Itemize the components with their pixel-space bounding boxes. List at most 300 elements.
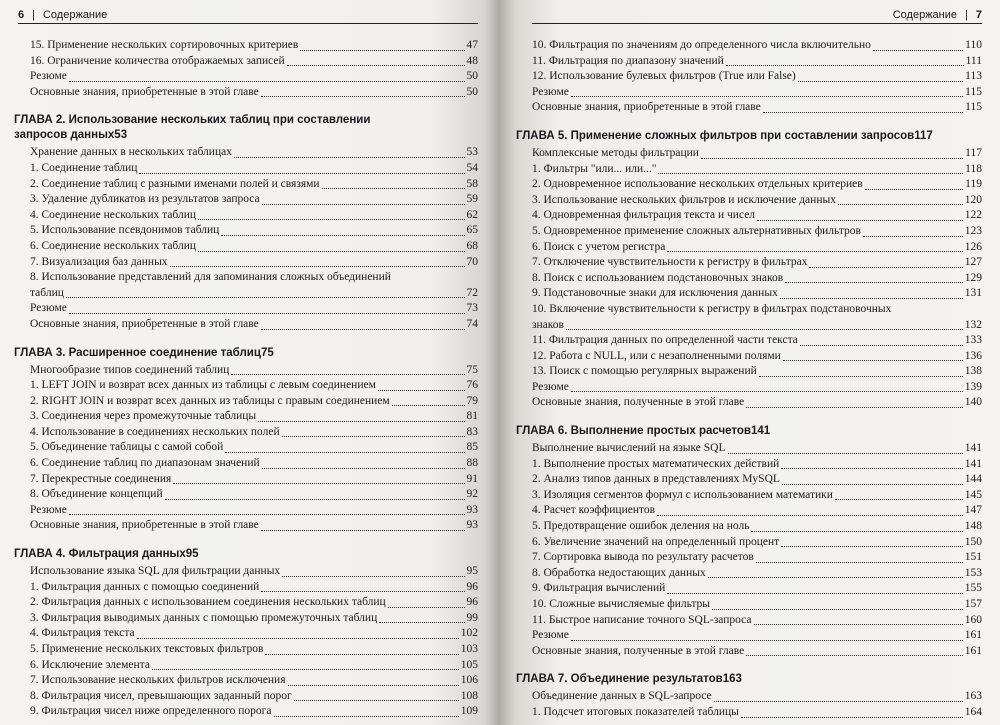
entry-page-number: 95: [466, 565, 478, 578]
chapter-section: [14, 547, 478, 720]
entry-page-number: 118: [965, 162, 982, 175]
entry-page-number: 96: [466, 596, 478, 609]
entry-page-number: 111: [965, 54, 982, 67]
dot-leader: [225, 452, 464, 453]
dot-leader: [865, 189, 963, 190]
dot-leader: [759, 376, 963, 377]
toc-entry: [532, 519, 982, 535]
entry-title: 6. Увеличение значений на определенный процент: [532, 535, 780, 548]
dot-leader: [782, 484, 963, 485]
entry-page-number: 110: [965, 39, 982, 51]
entry-title: 2. Фильтрация данных с использованием соединения нескольких таблиц: [30, 596, 386, 609]
dot-leader: [746, 407, 963, 408]
entry-title: Хранение данных в нескольких таблицах: [30, 146, 232, 159]
dot-leader: [198, 251, 464, 252]
dot-leader: [566, 329, 963, 330]
entry-title: Основные знания, полученные в этой главе: [532, 644, 745, 657]
toc-entry: [30, 69, 478, 85]
toc-entry: [30, 192, 478, 208]
entry-title: 12. Использование булевых фильтров (True или False): [532, 70, 796, 83]
entry-page-number: 144: [964, 473, 982, 486]
toc-entry: [532, 100, 982, 116]
entry-title: таблиц: [30, 286, 64, 299]
dot-leader: [261, 591, 464, 592]
entry-title: Основные знания, полученные в этой главе: [532, 396, 745, 409]
entry-title: 1. Фильтрация данных с помощью соединений: [30, 580, 260, 593]
chapter-title: ГЛАВА 4. Фильтрация данных: [14, 548, 186, 561]
entry-page-number: 131: [964, 287, 982, 300]
dot-leader: [69, 81, 465, 82]
chapter-section: [14, 113, 478, 332]
entry-title: 8. Объединение концепций: [30, 488, 163, 501]
entry-page-number: 105: [460, 658, 478, 671]
dot-leader: [262, 204, 465, 205]
dot-leader: [726, 65, 964, 66]
entry-page-number: 161: [964, 644, 982, 657]
entry-page-number: 83: [466, 425, 478, 438]
chapter-heading: [14, 547, 478, 562]
dot-leader: [751, 531, 962, 532]
entry-title: Резюме: [30, 503, 67, 516]
toc-entry: [532, 38, 982, 54]
entry-page-number: 151: [964, 551, 982, 564]
entry-page-number: 48: [466, 54, 478, 67]
entry-page-number: 122: [964, 209, 982, 222]
entry-page-number: 153: [964, 566, 982, 579]
chapter-title: ГЛАВА 7. Объединение результатов: [516, 673, 723, 686]
entry-page-number: 126: [964, 240, 982, 253]
toc-entry: [30, 394, 478, 410]
dot-leader: [800, 345, 963, 346]
chapter-page-number: 117: [914, 129, 933, 142]
dot-leader: [139, 173, 464, 174]
toc-entry: [30, 363, 478, 379]
toc-entry: [532, 503, 982, 519]
chapter-entries: [532, 689, 982, 720]
chapter-entries: [532, 441, 982, 659]
running-title: Содержание: [42, 9, 108, 21]
entry-title: 2. RIGHT JOIN и возврат всех данных из таблицы с правым соединением: [30, 394, 390, 407]
entry-title: 4. Расчет коэффициентов: [532, 504, 656, 517]
entry-title: Основные знания, приобретенные в этой главе: [30, 317, 259, 330]
toc-entry: [30, 673, 478, 689]
entry-title: 1. Подсчет итоговых показателей таблицы: [532, 705, 739, 718]
entry-page-number: 141: [964, 457, 982, 470]
chapter-title: ГЛАВА 5. Применение сложных фильтров при составлении запросов: [516, 129, 915, 142]
chapter-entries: [30, 564, 478, 720]
entry-page-number: 93: [466, 503, 478, 516]
dot-leader: [658, 173, 963, 174]
dot-leader: [392, 405, 465, 406]
entry-title: 4. Использование в соединениях нескольких полей: [30, 425, 280, 438]
dot-leader: [165, 499, 465, 500]
table-of-contents: [14, 38, 478, 720]
toc-entry-line: [30, 270, 478, 286]
dot-leader: [783, 360, 963, 361]
table-of-contents: [516, 38, 982, 721]
chapter-heading: [14, 346, 478, 361]
entry-page-number: 50: [466, 85, 478, 98]
entry-page-number: 150: [964, 535, 982, 548]
dot-leader: [69, 313, 465, 314]
toc-entry: [532, 441, 982, 457]
entry-title: 1. LEFT JOIN и возврат всех данных из таблицы с левым соединением: [30, 379, 376, 392]
entry-title: 3. Фильтрация выводимых данных с помощью промежуточных таблиц: [30, 611, 378, 624]
toc-entry: [30, 472, 478, 488]
entry-title: Основные знания, приобретенные в этой главе: [30, 85, 259, 98]
toc-entry-line: [532, 302, 982, 318]
chapter-page-number: 95: [185, 548, 199, 561]
entry-page-number: 47: [466, 39, 478, 51]
chapter-title: ГЛАВА 6. Выполнение простых расчетов: [516, 425, 751, 438]
entry-title: 10. Сложные вычисляемые фильтры: [532, 598, 711, 610]
entry-title: 5. Объединение таблицы с самой собой: [30, 441, 224, 454]
toc-entry: [532, 457, 982, 473]
dot-leader: [231, 374, 464, 375]
chapter-section: [516, 129, 982, 411]
entry-title: 5. Предотвращение ошибок деления на ноль: [532, 520, 750, 533]
dot-leader: [781, 468, 962, 469]
entry-title: Использование языка SQL для фильтрации данных: [30, 565, 281, 578]
dot-leader: [221, 235, 464, 236]
toc-entry: [30, 689, 478, 705]
toc-entry: [30, 658, 478, 674]
entry-page-number: 106: [460, 674, 478, 687]
chapter-entries: [30, 145, 478, 332]
entry-title: 16. Ограничение количества отображаемых записей: [30, 54, 285, 67]
toc-entry: [30, 177, 478, 193]
toc-entry: [532, 177, 982, 193]
dot-leader: [873, 50, 963, 51]
dot-leader: [137, 638, 459, 639]
entry-page-number: 58: [466, 177, 478, 190]
toc-entry: [30, 611, 478, 627]
entry-page-number: 145: [964, 488, 982, 501]
entry-page-number: 119: [965, 178, 982, 191]
entry-title: 5. Использование псевдонимов таблиц: [30, 224, 220, 237]
entry-title: 11. Быстрое написание точного SQL-запроса: [532, 613, 752, 626]
dot-leader: [657, 515, 963, 516]
chapter-title-line: [14, 128, 478, 143]
right-page: [500, 0, 1000, 725]
chapter-page-number: 163: [722, 673, 742, 686]
entry-page-number: 99: [466, 611, 478, 624]
entry-title: 6. Соединение нескольких таблиц: [30, 239, 197, 252]
dot-leader: [746, 655, 963, 656]
toc-entry: [532, 364, 982, 380]
dot-leader: [69, 514, 465, 515]
chapter-page-number: 53: [114, 129, 128, 142]
entry-title: 7. Использование нескольких фильтров исключения: [30, 674, 286, 687]
dot-leader: [300, 50, 464, 51]
dot-leader: [294, 700, 459, 701]
entry-title: 2. Анализ типов данных в представлениях MySQL: [532, 473, 780, 486]
entry-page-number: 92: [466, 488, 478, 501]
entry-page-number: 147: [964, 504, 982, 517]
dot-leader: [261, 96, 465, 97]
entry-page-number: 88: [466, 457, 478, 470]
dot-leader: [170, 266, 465, 267]
entry-page-number: 140: [964, 396, 982, 409]
dot-leader: [667, 251, 962, 252]
entry-page-number: 103: [460, 643, 478, 655]
dot-leader: [322, 188, 465, 189]
entry-title: 4. Фильтрация текста: [30, 627, 135, 640]
entry-page-number: 120: [964, 193, 982, 206]
dot-leader: [798, 81, 963, 82]
entry-title: 13. Поиск с помощью регулярных выражений: [532, 365, 757, 378]
toc-entry: [532, 581, 982, 597]
dot-leader: [780, 298, 963, 299]
toc-entry: [532, 380, 982, 396]
entry-title: 8. Поиск с использованием подстановочных знаков: [532, 271, 784, 284]
chapter-heading: [14, 113, 478, 143]
dot-leader: [288, 685, 459, 686]
entry-page-number: 117: [965, 146, 982, 159]
entry-title: 10. Фильтрация по значениям до определенного числа включительно: [532, 39, 871, 51]
dot-leader: [756, 562, 963, 563]
entry-page-number: 163: [964, 690, 982, 703]
page-number: 7: [975, 9, 982, 21]
dot-leader: [66, 297, 465, 298]
entry-title: 9. Подстановочные знаки для исключения данных: [532, 287, 778, 300]
entry-title: 3. Удаление дубликатов из результатов запроса: [30, 193, 260, 206]
entry-page-number: 164: [964, 705, 982, 718]
toc-entry: [532, 271, 982, 287]
toc-entry: [30, 409, 478, 425]
entry-page-number: 62: [466, 208, 478, 221]
header-separator: |: [965, 9, 968, 21]
chapter-section: [516, 672, 982, 720]
running-header: [18, 0, 478, 24]
entry-page-number: 161: [964, 629, 982, 642]
toc-entry: [532, 54, 982, 70]
entry-page-number: 96: [466, 580, 478, 593]
dot-leader: [265, 654, 458, 655]
entry-title: 7. Отключение чувствительности к регистру в фильтрах: [532, 256, 808, 269]
toc-entry: [532, 208, 982, 224]
entry-title: 3. Соединения через промежуточные таблицы: [30, 410, 257, 423]
page-number: 6: [18, 9, 25, 21]
entry-page-number: 93: [466, 519, 478, 532]
toc-entry: [30, 642, 478, 658]
entry-page-number: 73: [466, 302, 478, 315]
entry-title: Резюме: [532, 629, 569, 642]
entry-title: Резюме: [30, 70, 67, 83]
dot-leader: [258, 421, 464, 422]
chapter-entries: [532, 146, 982, 411]
chapter-title: запросов данных: [14, 129, 115, 142]
toc-entry: [30, 286, 478, 302]
dot-leader: [282, 436, 465, 437]
chapter-heading: [516, 129, 982, 144]
running-header: [532, 0, 982, 24]
dot-leader: [712, 609, 963, 610]
entry-title: 6. Исключение элемента: [30, 658, 150, 671]
toc-entry: [30, 425, 478, 441]
toc-entry: [30, 626, 478, 642]
chapter-page-number: 75: [260, 346, 274, 359]
entry-page-number: 54: [466, 161, 478, 174]
toc-entry: [532, 597, 982, 613]
chapter-section: [14, 346, 478, 535]
dot-leader: [261, 329, 465, 330]
entry-title: знаков: [532, 318, 564, 331]
toc-entry: [532, 488, 982, 504]
entry-title: 6. Соединение таблиц по диапазонам значений: [30, 457, 260, 470]
entry-page-number: 50: [466, 70, 478, 83]
entry-page-number: 76: [466, 379, 478, 392]
dot-leader: [785, 282, 963, 283]
entry-page-number: 115: [965, 101, 982, 114]
toc-entry: [532, 349, 982, 365]
toc-entry: [30, 440, 478, 456]
entry-title: Основные знания, приобретенные в этой главе: [532, 101, 761, 114]
toc-entry: [30, 704, 478, 720]
entry-page-number: 155: [964, 582, 982, 595]
dot-leader: [198, 219, 464, 220]
entry-title: 5. Одновременное применение сложных альтернативных фильтров: [532, 224, 861, 237]
entry-page-number: 129: [964, 271, 982, 284]
entry-page-number: 74: [466, 317, 478, 330]
entry-title: 2. Одновременное использование нескольких отдельных критериев: [532, 178, 863, 191]
toc-entry: [532, 318, 982, 334]
entry-title: 10. Включение чувствительности к регистру в фильтрах подстановочных: [532, 302, 892, 315]
toc-entry: [532, 550, 982, 566]
entry-title: 8. Обработка недостающих данных: [532, 566, 706, 579]
entry-page-number: 102: [460, 627, 478, 640]
dot-leader: [838, 204, 963, 205]
entry-title: Резюме: [532, 85, 569, 98]
dot-leader: [728, 453, 963, 454]
toc-entry: [30, 54, 478, 70]
chapter-entries: [30, 363, 478, 535]
entry-title: 11. Фильтрация по диапазону значений: [532, 54, 724, 67]
toc-entry: [532, 395, 982, 411]
entry-page-number: 123: [964, 224, 982, 237]
dot-leader: [388, 607, 465, 608]
chapter-heading: [516, 424, 982, 439]
entry-title: 8. Использование представлений для запоминания сложных объединений: [30, 271, 391, 284]
dot-leader: [809, 267, 962, 268]
toc-entry: [30, 208, 478, 224]
header-separator: |: [32, 9, 35, 21]
chapter-title: ГЛАВА 3. Расширенное соединение таблиц: [14, 346, 261, 359]
entry-page-number: 160: [964, 613, 982, 626]
entry-page-number: 148: [964, 520, 982, 533]
entry-title: Резюме: [532, 380, 569, 393]
toc-entry: [30, 223, 478, 239]
entry-title: Многообразие типов соединений таблиц: [30, 363, 230, 376]
entry-title: 7. Визуализация баз данных: [30, 255, 168, 268]
dot-leader: [173, 483, 464, 484]
entry-title: 12. Работа с NULL, или с незаполненными полями: [532, 349, 781, 362]
dot-leader: [714, 701, 963, 702]
entry-title: 15. Применение нескольких сортировочных критериев: [30, 39, 299, 51]
entry-page-number: 157: [964, 598, 982, 610]
toc-entry: [532, 193, 982, 209]
entry-page-number: 133: [964, 334, 982, 347]
toc-entry: [30, 301, 478, 317]
toc-entry: [532, 535, 982, 551]
dot-leader: [754, 624, 963, 625]
entry-page-number: 79: [466, 394, 478, 407]
entry-page-number: 81: [466, 410, 478, 423]
dot-leader: [152, 669, 459, 670]
entry-title: 1. Фильтры "или... или...": [532, 162, 657, 175]
dot-leader: [261, 530, 465, 531]
dot-leader: [571, 640, 963, 641]
dot-leader: [781, 546, 963, 547]
entry-page-number: 138: [964, 365, 982, 378]
toc-entry: [532, 162, 982, 178]
dot-leader: [757, 220, 963, 221]
dot-leader: [701, 158, 963, 159]
toc-entry: [532, 613, 982, 629]
toc-entry: [30, 378, 478, 394]
toc-entry: [30, 518, 478, 534]
toc-entry: [30, 255, 478, 271]
entry-title: Выполнение вычислений на языке SQL: [532, 442, 726, 455]
chapter-page-number: 141: [751, 425, 771, 438]
dot-leader: [708, 577, 963, 578]
entry-page-number: 139: [964, 380, 982, 393]
entry-title: Объединение данных в SQL-запросе: [532, 690, 712, 703]
toc-entry: [532, 240, 982, 256]
toc-entry: [532, 69, 982, 85]
dot-leader: [378, 390, 465, 391]
entry-title: 1. Выполнение простых математических действий: [532, 457, 780, 470]
entry-page-number: 113: [965, 70, 982, 83]
dot-leader: [835, 499, 963, 500]
toc-entry: [30, 503, 478, 519]
dot-leader: [667, 593, 962, 594]
entry-page-number: 127: [964, 256, 982, 269]
dot-leader: [741, 717, 963, 718]
chapter-heading: [516, 672, 982, 687]
toc-entry: [30, 161, 478, 177]
entry-page-number: 132: [964, 318, 982, 331]
dot-leader: [282, 576, 464, 577]
entry-title: Резюме: [30, 302, 67, 315]
entry-page-number: 75: [466, 363, 478, 376]
entry-page-number: 109: [460, 705, 478, 718]
entry-title: 5. Применение нескольких текстовых фильтров: [30, 643, 264, 655]
dot-leader: [234, 157, 465, 158]
toc-entry: [532, 644, 982, 660]
toc-entry: [30, 239, 478, 255]
toc-entry: [532, 628, 982, 644]
entry-title: 3. Изоляция сегментов формул с использованием математики: [532, 488, 833, 501]
toc-entry: [532, 689, 982, 705]
entry-title: 1. Соединение таблиц: [30, 161, 138, 174]
entry-page-number: 136: [964, 349, 982, 362]
chapter-section: [516, 424, 982, 659]
toc-entry: [532, 224, 982, 240]
toc-entry: [532, 286, 982, 302]
dot-leader: [379, 622, 464, 623]
toc-entry: [532, 566, 982, 582]
entry-page-number: 108: [460, 689, 478, 702]
entry-title: 2. Соединение таблиц с разными именами полей и связями: [30, 177, 320, 190]
toc-entry: [532, 85, 982, 101]
toc-entry: [30, 145, 478, 161]
entry-title: 8. Фильтрация чисел, превышающих заданный порог: [30, 689, 292, 702]
entry-title: 11. Фильтрация данных по определенной части текста: [532, 334, 798, 347]
entry-page-number: 85: [466, 441, 478, 454]
entry-title: 7. Сортировка вывода по результату расчетов: [532, 551, 754, 564]
entry-page-number: 53: [466, 146, 478, 159]
